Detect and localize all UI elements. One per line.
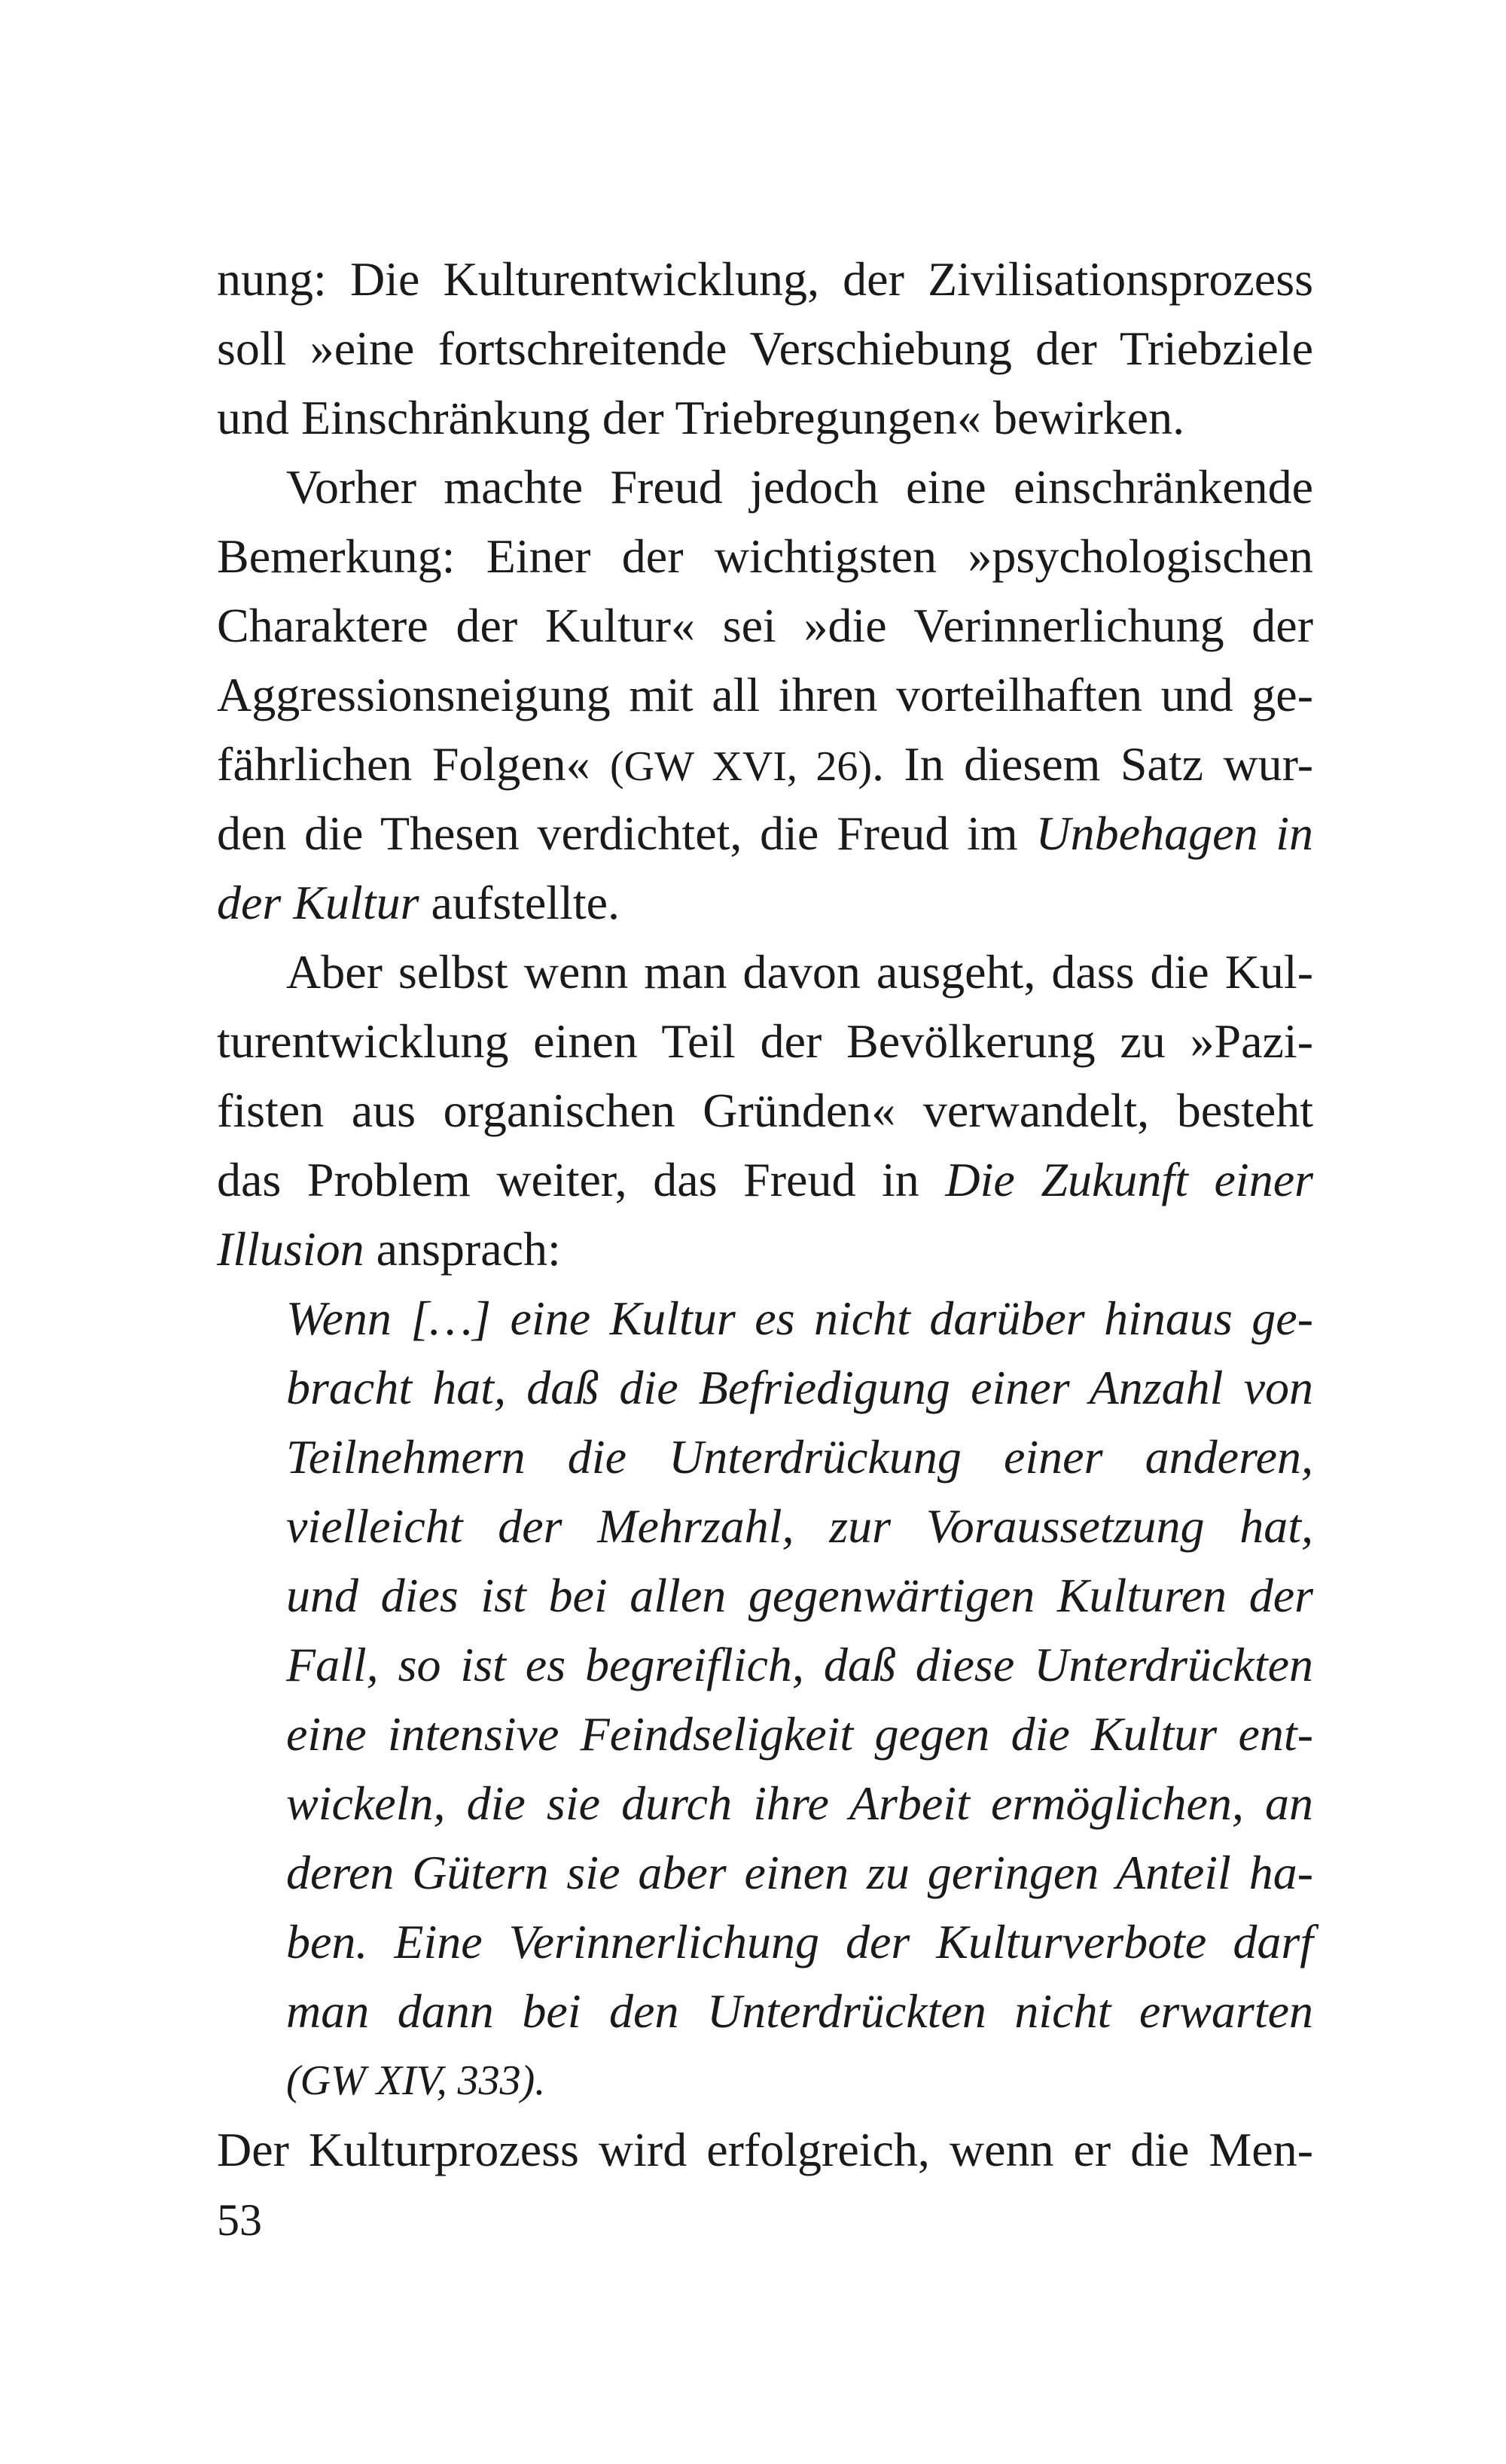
text-line: und Einschränkung der Triebregungen« bewirken. (217, 391, 1185, 444)
quote-line: deren Gütern sie aber einen zu geringen Anteil ha- (286, 1846, 1313, 1899)
text-line: nung: Die Kulturentwicklung, der Zivilisationsprozess (217, 252, 1313, 306)
text-segment: das Problem weiter, das Freud in (217, 1153, 946, 1206)
quote-line: vielleicht der Mehrzahl, zur Voraussetzung hat, (286, 1499, 1313, 1553)
quote-line: bracht hat, daß die Befriedigung einer Anzahl von (286, 1361, 1313, 1414)
text-line: fisten aus organischen Gründen« verwandelt, besteht (217, 1084, 1313, 1137)
text-line: Aber selbst wenn man davon ausgeht, dass die Kul- (286, 945, 1313, 999)
text-line: Bemerkung: Einer der wichtigsten »psychologischen (217, 529, 1313, 583)
book-title: Unbehagen in (1035, 807, 1313, 860)
quote-line: wickeln, die sie durch ihre Arbeit ermöglichen, an (286, 1776, 1313, 1830)
text-segment: ansprach: (364, 1222, 561, 1276)
text-line (217, 1145, 1313, 1215)
text-line: turentwicklung einen Teil der Bevölkerung zu »Pazi- (217, 1014, 1313, 1068)
quote-line: Fall, so ist es begreiflich, daß diese Unterdrückten (286, 1638, 1313, 1691)
text-line (217, 799, 1313, 868)
text-line: Aggressionsneigung mit all ihren vorteilhaften und ge- (217, 668, 1313, 721)
text-line: Vorher machte Freud jedoch eine einschränkende (286, 460, 1313, 514)
quote-citation: (GW XIV, 333). (286, 2057, 546, 2104)
text-segment: fährlichen Folgen« (217, 737, 611, 791)
text-line (217, 868, 1313, 938)
quote-line: man dann bei den Unterdrückten nicht erwarten (286, 1984, 1313, 2038)
quote-line: und dies ist bei allen gegenwärtigen Kulturen der (286, 1569, 1313, 1622)
quote-line: ben. Eine Verinnerlichung der Kulturverbote darf (286, 1915, 1313, 1968)
quote-line: Teilnehmern die Unterdrückung einer anderen, (286, 1430, 1313, 1484)
book-title: Illusion (217, 1222, 364, 1276)
text-segment: den die Thesen verdichtet, die Freud im (217, 807, 1036, 860)
text-line (217, 730, 1313, 799)
quote-line: Wenn […] eine Kultur es nicht darüber hinaus ge- (286, 1291, 1313, 1345)
quote-line: eine intensive Feindseligkeit gegen die Kultur ent- (286, 1707, 1313, 1761)
book-title: der Kultur (217, 876, 419, 929)
book-title: Die Zukunft einer (945, 1153, 1314, 1206)
text-line (217, 1215, 1313, 1284)
text-line: soll »eine fortschreitende Verschiebung der Triebziele (217, 322, 1313, 375)
citation: (GW XVI, 26) (610, 743, 872, 790)
page-number: 53 (217, 2195, 262, 2245)
text-segment: . In diesem Satz wur- (871, 737, 1313, 791)
text-segment: aufstellte. (419, 876, 620, 929)
text-line: Charaktere der Kultur« sei »die Verinnerlichung der (217, 599, 1313, 652)
text-line: Der Kulturprozess wird erfolgreich, wenn er die Men- (217, 2123, 1313, 2176)
